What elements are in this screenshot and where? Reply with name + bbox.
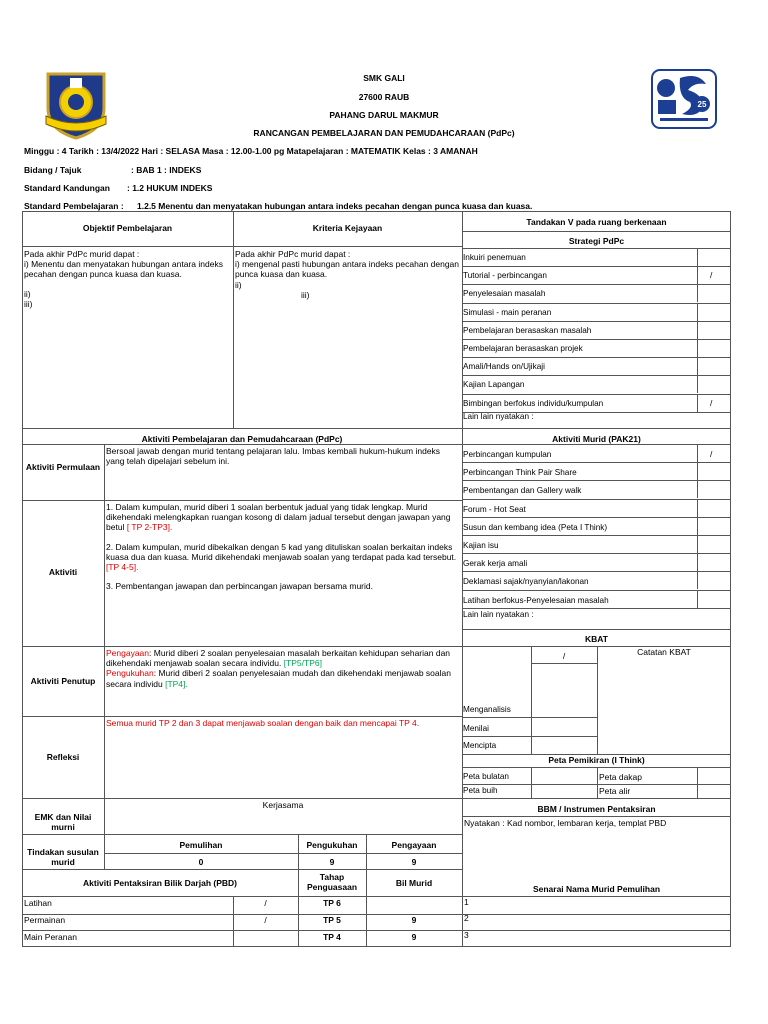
permulaan-text: Bersoal jawab dengan murid tentang pelajaran lalu. Imbas kembali hukum-hukum indeks yang telah dipelajari sebelum ini. [106,446,441,467]
pak21-row-divider [462,590,731,591]
ithink-dakap: Peta dakap [599,772,643,782]
pbd-row-tp: TP 4 [323,932,341,942]
kbat-menganalisis: Menganalisis [463,705,511,714]
pbd-row-mark[interactable]: / [264,898,267,908]
aktiviti-step-1-tp: [ TP 2-TP3]. [126,522,173,533]
pak21-check-divider [697,517,698,535]
objektif-header: Objektif Pembelajaran [82,223,173,233]
strategi-header: Strategi PdPc [568,236,625,246]
pbd-row-bil: 9 [411,915,417,925]
pak21-row-divider [462,608,731,609]
strategi-row-divider [462,321,731,322]
pak21-check-divider [697,462,698,480]
strategi-instruction: Tandakan V pada ruang berkenaan [526,217,667,227]
pak21-row-divider [462,571,731,572]
pak21-check-divider [697,444,698,462]
pengayaan-tp: [TP5/TP6] [283,658,322,669]
pak21-check-divider [697,499,698,517]
strategi-item-label: Inkuiri penemuan [463,253,526,262]
school-postcode: 27600 RAUB [358,92,410,102]
susulan-pemulihan-value: 0 [198,857,204,867]
pak21-item-label: Pembentangan dan Gallery walk [463,486,582,495]
kriteria-item-1: i) mengenal pasti hubungan antara indeks pecahan dengan punca kuasa dan kuasa. [235,259,460,280]
pak21-item-label: Perbincangan Think Pair Share [463,468,577,477]
sk-label: Standard Kandungan [24,183,110,193]
strategi-checkbox[interactable]: / [710,398,713,408]
kbat-menganalisis-mark: / [562,651,566,661]
pak21-item-label: Kajian isu [463,541,499,550]
senarai-header: Senarai Nama Murid Pemulihan [532,884,661,894]
strategi-lain: Lain lain nyatakan : [463,412,534,421]
kbat-menilai: Menilai [463,724,489,733]
permulaan-label: Aktiviti Permulaan [25,462,101,472]
pak21-item-label: Latihan berfokus-Penyelesaian masalah [463,596,609,605]
strategi-check-divider [697,248,698,266]
pengayaan-text: : Murid diberi 2 soalan penyelesaian masalah berkaitan kehidupan seharian dan dikehendaki menjawab soalan secara individu. [106,648,451,669]
kriteria-intro: Pada akhir PdPc murid dapat : [235,249,351,259]
kriteria-header: Kriteria Kejayaan [312,223,383,233]
pak21-check-divider [697,590,698,608]
strategi-check-divider [697,321,698,339]
ithink-bulatan: Peta bulatan [463,772,509,781]
pengukuhan-label: Pengukuhan [106,668,154,679]
pbd-header: Aktiviti Pentaksiran Bilik Darjah (PBD) [83,878,237,888]
objektif-intro: Pada akhir PdPc murid dapat : [24,249,140,259]
pengayaan-label: Pengayaan [106,648,150,658]
aktiviti-header: Aktiviti Pembelajaran dan Pemudahcaraan (PdPc) [141,434,343,444]
sk-value: : 1.2 HUKUM INDEKS [127,183,213,193]
refleksi-text: Semua murid TP 2 dan 3 dapat menjawab soalan dengan baik dan mencapai TP 4. [106,718,420,728]
strategi-row-divider [462,357,731,358]
susulan-pemulihan-header: Pemulihan [179,840,223,850]
school-name: SMK GALI [363,73,405,83]
pbd-tp-header: Tahap Penguasaan [306,872,358,893]
pak21-row-divider [462,535,731,536]
strategi-item-label: Penyelesaian masalah [463,289,546,298]
strategi-check-divider [697,375,698,393]
objektif-body [24,249,231,309]
bbm-header: BBM / Instrumen Pentaksiran [537,804,656,814]
strategi-item-label: Amali/Hands on/Ujikaji [463,362,545,371]
kbat-header: KBAT [585,634,608,644]
sp-value: 1.2.5 Menentu dan menyatakan hubungan antara indeks pecahan dengan punca kuasa dan kuasa. [137,201,533,211]
strategi-checkbox[interactable]: / [710,270,713,280]
senarai-item: 2 [464,913,469,923]
strategi-row-divider [462,303,731,304]
strategi-row-divider [462,284,731,285]
strategi-check-divider [697,266,698,284]
pak21-header: Aktiviti Murid (PAK21) [552,434,641,444]
senarai-item: 1 [464,897,469,907]
strategi-item-label: Kajian Lapangan [463,380,525,389]
pak21-row-divider [462,517,731,518]
aktiviti-step-1: 1. Dalam kumpulan, murid diberi 1 soalan berbentuk jadual yang tidak lengkap. Murid dikehendaki melengkapkan ruangan kosong di dalam jadual tersebut dengan jawapan yang betul [106,502,451,533]
pbd-row-mark[interactable]: / [264,915,267,925]
pak21-row-divider [462,499,731,500]
strategi-check-divider [697,394,698,412]
objektif-item-2: ii) [24,288,31,299]
ithink-header: Peta Pemikiran (I Think) [548,755,645,765]
pengukuhan-text: : Murid diberi 2 soalan penyelesaian mudah dan dikehendaki menjawab soalan secara individu [106,668,451,689]
pak21-item-label: Susun dan kembang idea (Peta I Think) [463,523,608,532]
strategi-item-label: Simulasi - main peranan [463,308,552,317]
penutup-label: Aktiviti Penutup [30,676,96,686]
pbd-row-label: Latihan [24,898,52,908]
ithink-buih: Peta buih [463,786,498,795]
strategi-check-divider [697,284,698,302]
sp-label: Standard Pembelajaran : [24,201,124,211]
strategi-item-label: Pembelajaran berasaskan projek [463,344,583,353]
pak21-row-divider [462,462,731,463]
pak21-check-divider [697,535,698,553]
kbat-catatan: Catatan KBAT [637,647,691,657]
pbd-bil-header: Bil Murid [395,878,433,888]
document-title: RANCANGAN PEMBELAJARAN DAN PEMUDAHCARAAN (PdPc) [253,128,515,138]
susulan-pengukuhan-value: 9 [329,857,335,867]
susulan-pengayaan-header: Pengayaan [391,840,437,850]
school-state: PAHANG DARUL MAKMUR [329,110,439,120]
bidang-value: : BAB 1 : INDEKS [131,165,202,175]
pak21-check-divider [697,553,698,571]
strategi-item-label: Bimbingan berfokus individu/kumpulan [463,399,604,408]
kbat-mencipta: Mencipta [463,741,497,750]
objektif-item-3: iii) [24,298,33,309]
penutup-body [106,648,460,689]
pak21-check-divider [697,480,698,498]
susulan-pengayaan-value: 9 [411,857,417,867]
pbd-row-tp: TP 6 [323,898,341,908]
aktiviti-label: Aktiviti [48,567,78,577]
pak21-item-label: Deklamasi sajak/nyanyian/lakonan [463,577,589,586]
emk-label: EMK dan Nilai murni [34,812,92,833]
pbd-row-bil: 9 [411,932,417,942]
susulan-label: Tindakan susulan murid [27,847,99,868]
pak21-item-label: Gerak kerja amali [463,559,528,568]
aktiviti-step-2: 2. Dalam kumpulan, murid dibekalkan dengan 5 kad yang dituliskan soalan berkaitan indeks kuasa dua dan kuasa. Murid dikehendaki menjawab soalan yang terdapat pada kad tersebut. [106,541,457,562]
strategi-row-divider [462,339,731,340]
bbm-text: Nyatakan : Kad nombor, lembaran kerja, templat PBD [464,818,667,828]
aktiviti-body [106,502,460,591]
kriteria-item-2: ii) [235,279,242,290]
pak21-item-label: Perbincangan kumpulan [463,450,552,459]
pbd-row-label: Permainan [24,915,66,925]
susulan-pengukuhan-header: Pengukuhan [306,840,358,850]
strategi-check-divider [697,339,698,357]
pbd-row-label: Main Peranan [24,932,77,942]
pak21-checkbox[interactable]: / [710,449,713,459]
aktiviti-step-2-tp: [TP 4-5]. [106,561,139,572]
bidang-label: Bidang / Tajuk [24,165,82,175]
pak21-row-divider [462,480,731,481]
pbd-row-tp: TP 5 [323,915,341,925]
pak21-check-divider [697,571,698,589]
pengukuhan-tp: [TP4]. [165,678,188,689]
strategi-item-label: Tutorial - perbincangan [463,271,547,280]
pak21-row-divider [462,553,731,554]
kriteria-body [235,249,460,300]
strategi-item-label: Pembelajaran berasaskan masalah [463,326,592,335]
senarai-item: 3 [464,930,469,940]
lesson-meta: Minggu : 4 Tarikh : 13/4/2022 Hari : SELASA Masa : 12.00-1.00 pg Matapelajaran : MATEMATIK Kelas : 3 AMANAH [24,146,478,156]
refleksi-label: Refleksi [46,752,80,762]
kriteria-item-3: iii) [301,289,310,300]
strategi-row-divider [462,375,731,376]
strategi-row-divider [462,266,731,267]
objektif-item-1: i) Menentu dan menyatakan hubungan antara indeks pecahan dengan punca kuasa dan kuasa. [24,259,223,280]
strategi-check-divider [697,303,698,321]
ithink-alir: Peta alir [599,786,631,796]
logo-number: 25 [697,100,707,109]
strategi-check-divider [697,357,698,375]
strategi-row-divider [462,394,731,395]
pak21-item-label: Forum - Hot Seat [463,505,526,514]
pak21-lain: Lain lain nyatakan : [463,610,534,619]
emk-value: Kerjasama [262,800,304,810]
aktiviti-step-3: 3. Pembentangan jawapan dan perbincangan jawapan bersama murid. [106,581,373,592]
